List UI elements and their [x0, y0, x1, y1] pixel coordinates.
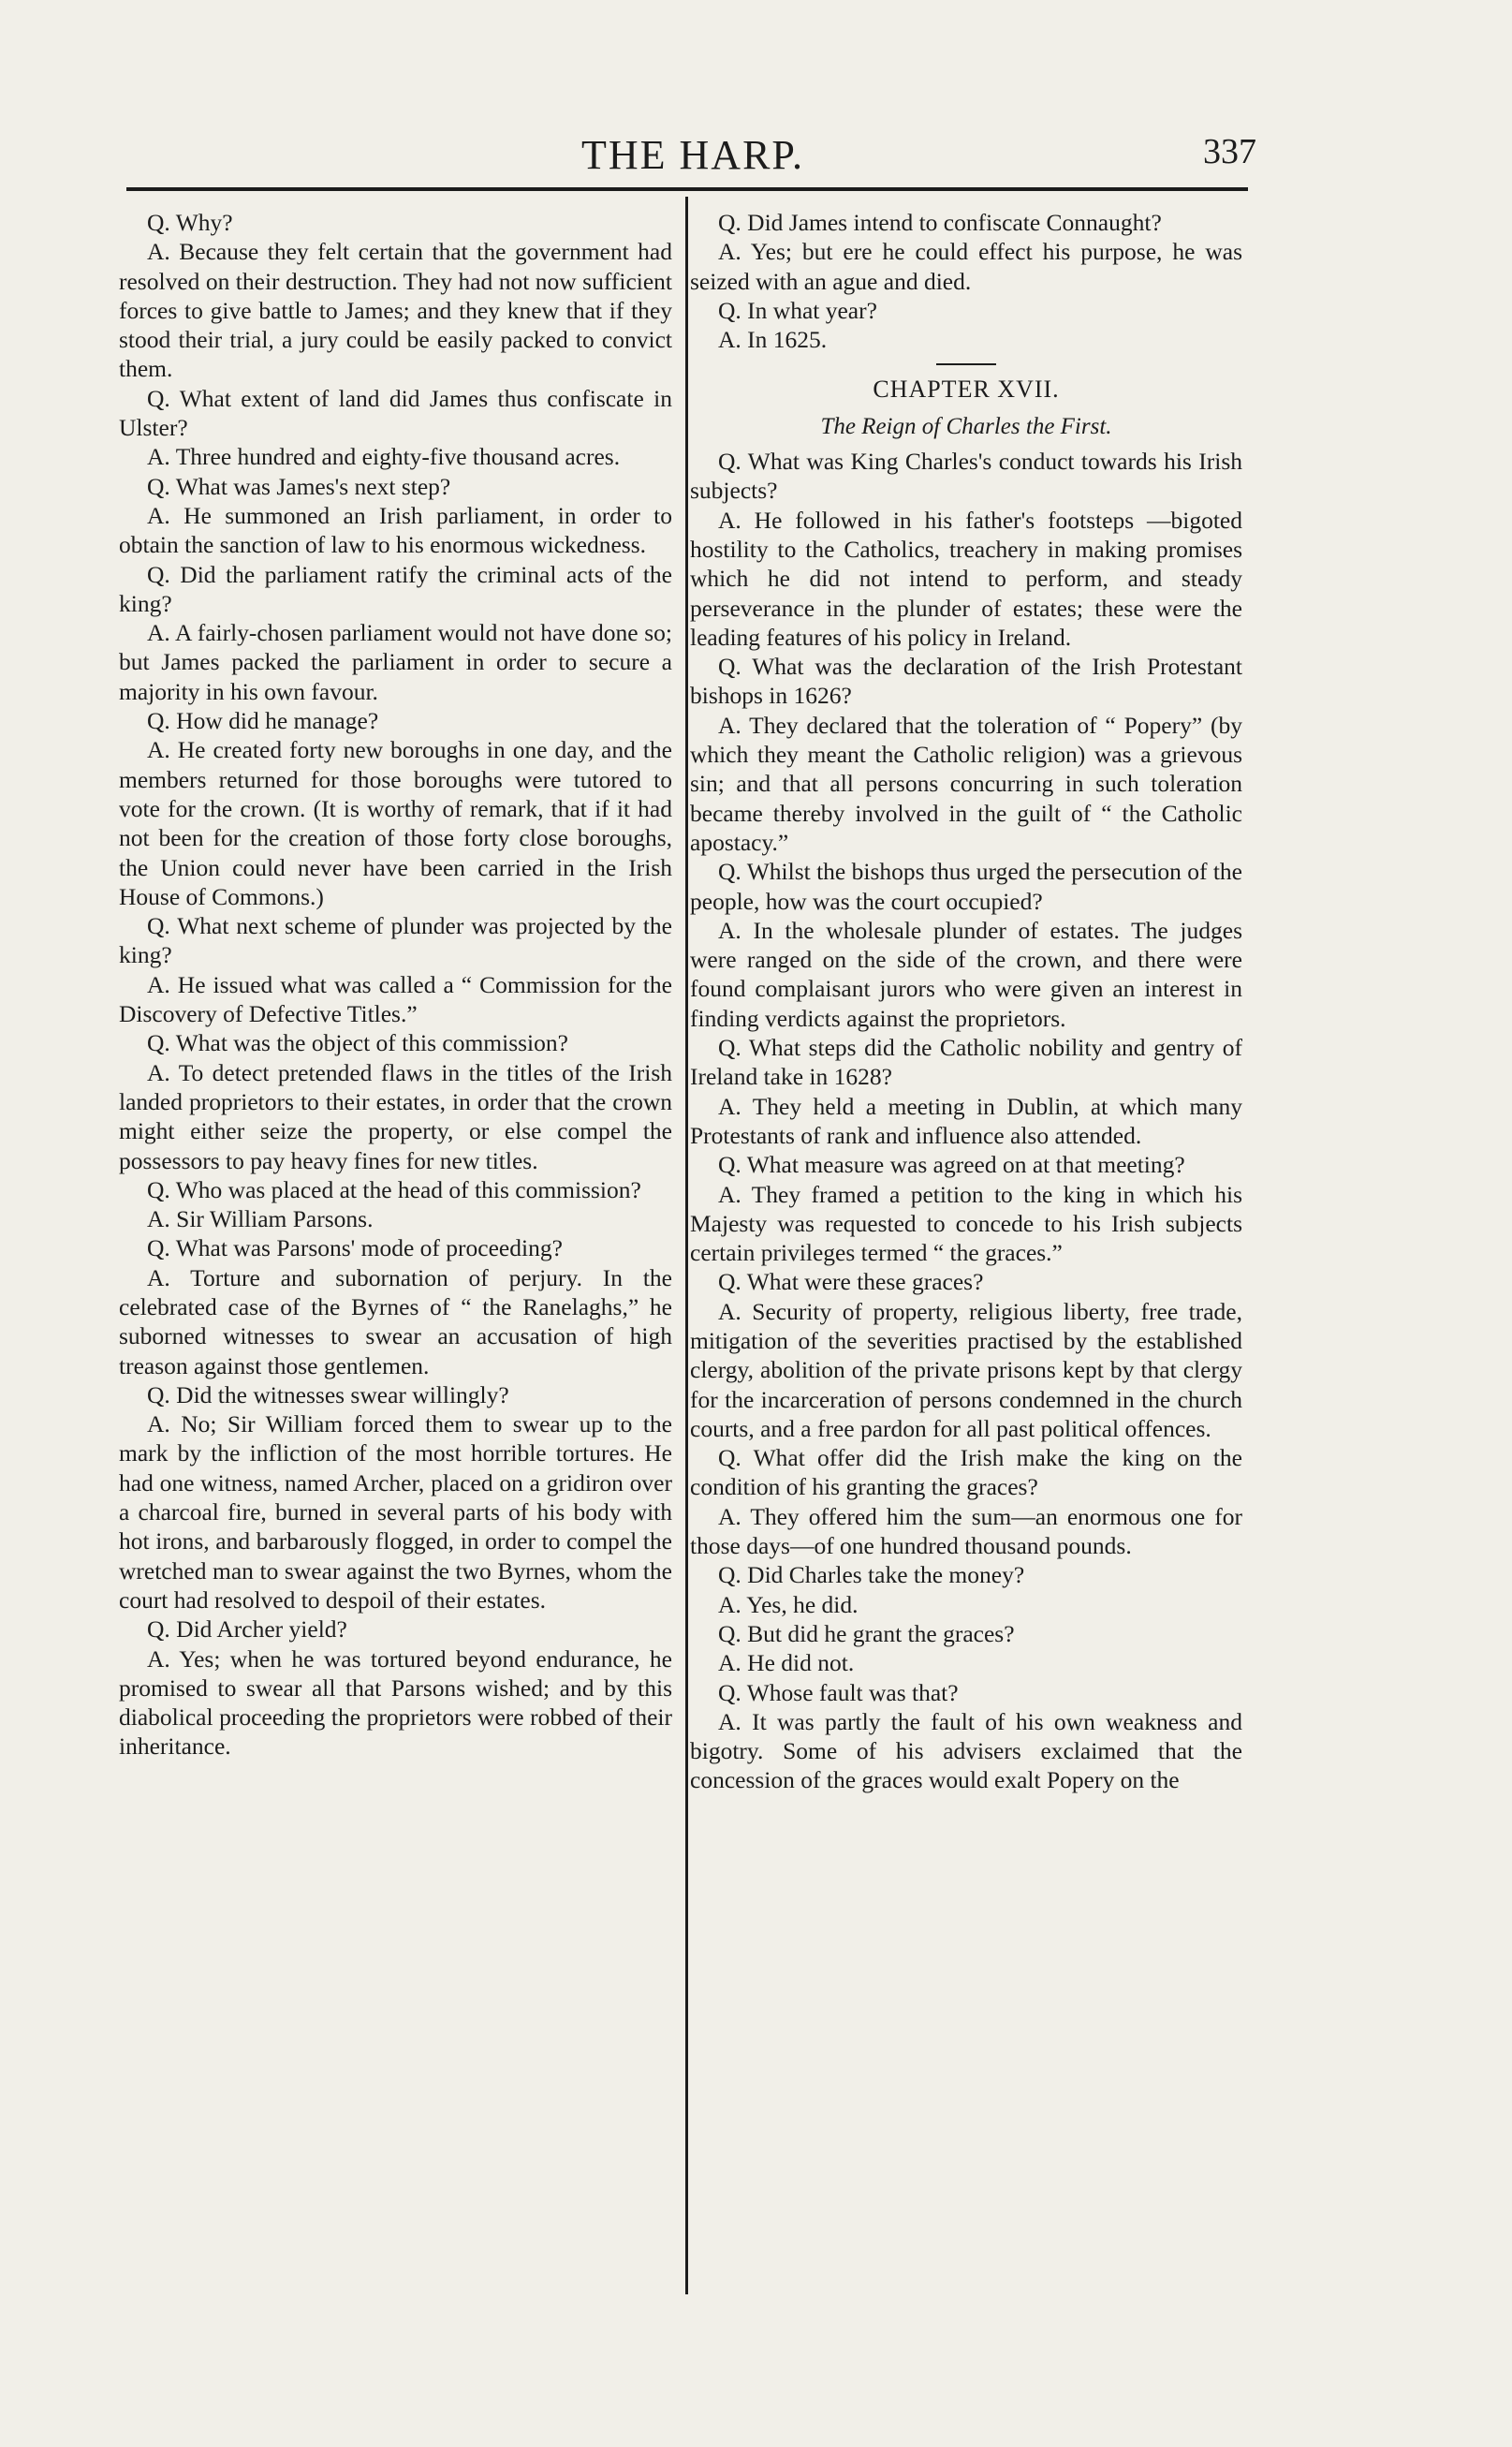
answer-paragraph: A. In 1625.: [718, 326, 828, 354]
answer-paragraph: A. They declared that the toleration of “ Popery” (by which they meant the Catholic religion) was a grievous sin; and that all persons concurring in such toleration became thereby involved in the guilt of “ the Catholic apostacy.”: [690, 711, 1242, 856]
question-paragraph: Q. What was King Charles's conduct towards his Irish subjects?: [690, 448, 1242, 505]
question-paragraph: Q. Did Archer yield?: [147, 1615, 347, 1644]
answer-paragraph: A. He created forty new boroughs in one day, and the members returned for those boroughs were tutored to vote for the crown. (It is worthy of remark, that if it had not been for the creation of those forty close boroughs, the Union could never have been carried in the Irish House of Commons.): [119, 736, 672, 910]
answer-paragraph: A. Yes; when he was tortured beyond endurance, he promised to swear all that Parsons wished; and by this diabolical proceeding the proprietors were robbed of their inheritance.: [119, 1644, 672, 1761]
answer-paragraph: A. He followed in his father's footsteps —bigoted hostility to the Catholics, treachery in making promises which he did not intend to perform, and steady perseverance in the plunder of estates; these were the leading features of his policy in Ireland.: [690, 506, 1242, 651]
right-column: [690, 208, 1242, 1795]
answer-paragraph: A. Torture and subornation of perjury. In the celebrated case of the Byrnes of “ the Ranelaghs,” he suborned witnesses to swear an accusation of high treason against those gentlemen.: [119, 1263, 672, 1379]
question-paragraph: Q. What was Parsons' mode of proceeding?: [147, 1234, 563, 1262]
question-paragraph: Q. Who was placed at the head of this commission?: [147, 1175, 641, 1203]
answer-paragraph: A. Yes; but ere he could effect his purpose, he was seized with an ague and died.: [690, 238, 1242, 295]
left-column: [119, 208, 672, 1762]
question-paragraph: Q. What steps did the Catholic nobility and gentry of Ireland take in 1628?: [690, 1034, 1242, 1091]
answer-paragraph: A. It was partly the fault of his own weakness and bigotry. Some of his advisers exclaimed that the concession of the graces would exalt Popery on the: [690, 1707, 1242, 1794]
question-paragraph: Q. What was the object of this commission?: [147, 1029, 568, 1057]
question-paragraph: Q. What offer did the Irish make the king on the condition of his granting the graces?: [690, 1444, 1242, 1501]
question-paragraph: Q. Whose fault was that?: [718, 1678, 959, 1706]
answer-paragraph: A. They held a meeting in Dublin, at which many Protestants of rank and influence also attended.: [690, 1092, 1242, 1149]
chapter-title: CHAPTER XVII.: [873, 376, 1060, 404]
page-title: THE HARP.: [580, 132, 805, 178]
question-paragraph: Q. Why?: [147, 209, 233, 236]
question-paragraph: Q. What extent of land did James thus confiscate in Ulster?: [119, 384, 672, 442]
page-number: 337: [1203, 132, 1256, 171]
answer-paragraph: A. They offered him the sum—an enormous one for those days—of one hundred thousand pounds.: [690, 1502, 1242, 1560]
right-column-lower: [690, 447, 1242, 1795]
question-paragraph: Q. What next scheme of plunder was projected by the king?: [119, 912, 672, 969]
question-paragraph: Q. Did James intend to confiscate Connaught?: [718, 209, 1162, 236]
question-paragraph: Q. Whilst the bishops thus urged the persecution of the people, how was the court occupied?: [690, 858, 1242, 915]
column-divider: [685, 197, 688, 2294]
answer-paragraph: A. He summoned an Irish parliament, in order to obtain the sanction of law to his enormous wickedness.: [119, 501, 672, 559]
answer-paragraph: A. To detect pretended flaws in the titles of the Irish landed proprietors to their estates, in order that the crown might either seize the property, or else compel the possessors to pay heavy fines for new titles.: [119, 1058, 672, 1174]
answer-paragraph: A. No; Sir William forced them to swear up to the mark by the infliction of the most horrible tortures. He had one witness, named Archer, placed on a gridiron over a charcoal fire, burned in several parts of his body with hot irons, and barbarously flogged, in order to compel the wretched man to swear against the two Byrnes, whom the court had resolved to despoil of their estates.: [119, 1410, 672, 1614]
right-column-upper: [690, 208, 1242, 354]
answer-paragraph: A. In the wholesale plunder of estates. The judges were ranged on the side of the crown, and there were found complaisant jurors who were given an interest in finding verdicts against the proprietors.: [690, 916, 1242, 1032]
answer-paragraph: A. Security of property, religious liberty, free trade, mitigation of the severities practised by the established clergy, abolition of the private prisons kept by that clergy for the incarceration of persons condemned in the church courts, and a free pardon for all past political offences.: [690, 1297, 1242, 1442]
question-paragraph: Q. What measure was agreed on at that meeting?: [718, 1151, 1185, 1179]
answer-paragraph: A. They framed a petition to the king in which his Majesty was requested to concede to his Irish subjects certain privileges termed “ the graces.”: [690, 1180, 1242, 1267]
answer-paragraph: A. He did not.: [718, 1649, 855, 1677]
answer-paragraph: A. Three hundred and eighty-five thousand acres.: [147, 443, 621, 471]
question-paragraph: Q. Did the parliament ratify the criminal acts of the king?: [119, 560, 672, 617]
question-paragraph: Q. What were these graces?: [718, 1268, 984, 1296]
question-paragraph: Q. In what year?: [718, 296, 877, 324]
header-rule: [126, 187, 1248, 191]
answer-paragraph: A. A fairly-chosen parliament would not have done so; but James packed the parliament in order to secure a majority in his own favour.: [119, 619, 672, 705]
question-paragraph: Q. What was the declaration of the Irish Protestant bishops in 1626?: [690, 653, 1242, 710]
answer-paragraph: A. Sir William Parsons.: [147, 1205, 374, 1233]
question-paragraph: Q. Did Charles take the money?: [718, 1561, 1025, 1589]
question-paragraph: Q. But did he grant the graces?: [718, 1619, 1015, 1647]
chapter-subtitle: The Reign of Charles the First.: [820, 413, 1112, 439]
question-paragraph: Q. Did the witnesses swear willingly?: [147, 1380, 509, 1408]
question-paragraph: Q. How did he manage?: [147, 707, 379, 735]
answer-paragraph: A. Yes, he did.: [718, 1590, 859, 1618]
answer-paragraph: A. He issued what was called a “ Commission for the Discovery of Defective Titles.”: [119, 970, 672, 1028]
chapter-rule: [936, 363, 996, 365]
question-paragraph: Q. What was James's next step?: [147, 472, 451, 500]
answer-paragraph: A. Because they felt certain that the government had resolved on their destruction. They had not now sufficient forces to give battle to James; and they knew that if they stood their trial, a jury could be easily packed to convict them.: [119, 238, 672, 383]
